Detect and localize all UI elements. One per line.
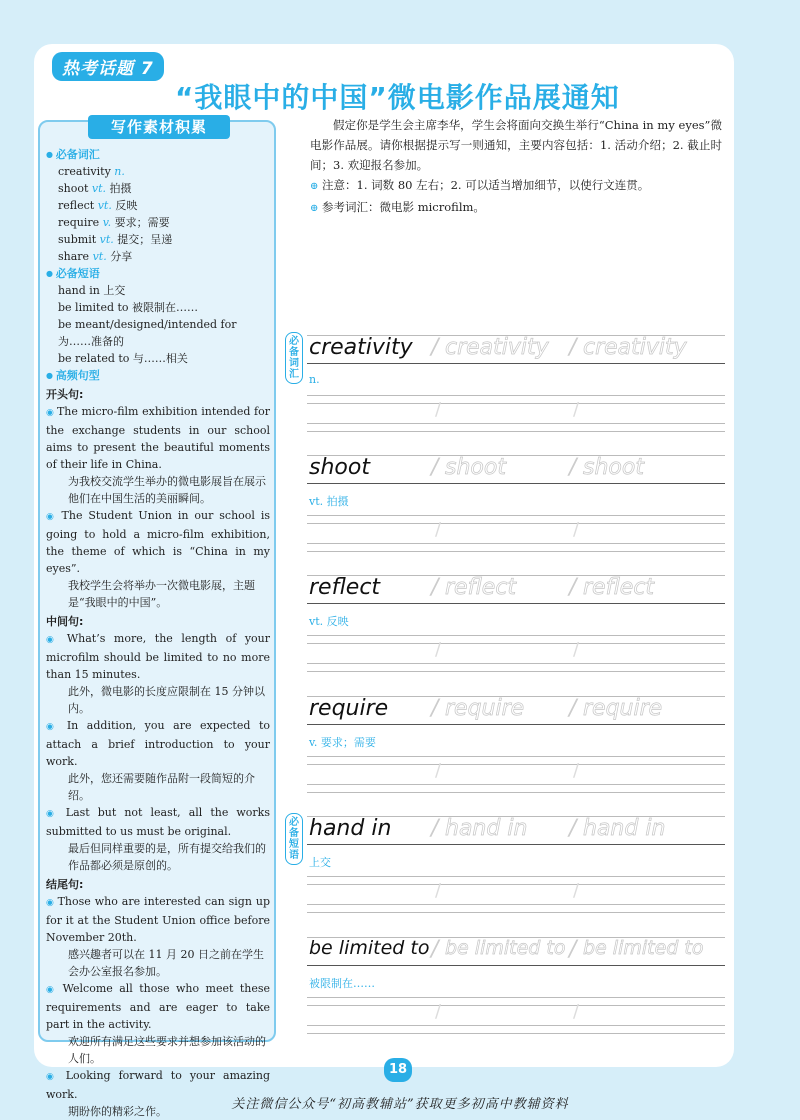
middle-sentences: [46, 630, 270, 874]
slash-mark: /: [569, 816, 577, 841]
writing-line: [307, 483, 725, 484]
practice-meaning: 上交: [309, 856, 331, 869]
tick-mark: /: [573, 519, 580, 540]
vocab-list: [46, 163, 270, 265]
opening-sentence-en: ◉ The Student Union in our school is going to hold a micro-film exhibition, the theme of which is “China in my eyes”.: [46, 507, 270, 577]
tick-mark: /: [435, 399, 442, 420]
writing-line: [307, 912, 725, 913]
tick-mark: /: [435, 639, 442, 660]
phrase-vertical-label: 必备短语: [285, 813, 303, 865]
practice-block: [307, 575, 725, 679]
sidebar-heading: 写作素材积累: [88, 115, 230, 139]
tick-mark: /: [573, 399, 580, 420]
vocab-item: [46, 180, 270, 197]
task-paragraph: 假定你是学生会主席李华，学生会将面向交换生举行“China in my eyes”微电影作品展。请你根据提示写一则通知，主要内容包括：1. 活动介绍；2. 截止时间；3. 欢迎报名参加。: [310, 118, 722, 172]
ending-sentence-en: ◉ Those who are interested can sign up for it at the Student Union office before November 20th.: [46, 893, 270, 946]
trace-word: creativity: [445, 335, 549, 360]
task-intro: [310, 115, 722, 219]
phrase-list: [46, 282, 270, 367]
vocab-meaning: 提交；呈递: [117, 233, 173, 246]
vocab-meaning: 分享: [110, 250, 133, 263]
phrase-item: be related to 与……相关: [58, 352, 188, 365]
ending-sentence-cn: 期盼你的精彩之作。: [68, 1105, 167, 1118]
vocab-pos: vt.: [91, 182, 107, 195]
trace-word: shoot: [583, 455, 644, 480]
slash-mark: /: [431, 335, 439, 360]
writing-line: [307, 884, 725, 885]
practice-meaning: v. 要求；需要: [309, 736, 376, 749]
tick-mark: /: [435, 519, 442, 540]
trace-word: require: [445, 696, 525, 721]
practice-word: creativity: [309, 335, 413, 360]
ending-sentences: [46, 893, 270, 1120]
trace-word: creativity: [583, 335, 687, 360]
middle-label: 中间句:: [46, 615, 84, 628]
middle-sentence-en: ◉ Last but not least, all the works submitted to us must be original.: [46, 804, 270, 840]
vocab-vertical-label: 必备词汇: [285, 332, 303, 384]
vocab-pos: vt.: [99, 233, 114, 246]
note-icon: ⊕: [310, 181, 319, 192]
writing-line: [307, 363, 725, 364]
writing-line: [307, 844, 725, 845]
vocab-pos: vt.: [97, 199, 112, 212]
tick-mark: /: [573, 880, 580, 901]
practice-word: be limited to: [309, 937, 430, 959]
ending-sentence-en: ◉ Welcome all those who meet these requirements and are eager to take part in the activity.: [46, 980, 270, 1033]
writing-line: [307, 876, 725, 877]
practice-block: [307, 335, 725, 439]
writing-line: [307, 515, 725, 516]
opening-sentence-cn: 为我校交流学生举办的微电影展旨在展示他们在中国生活的美丽瞬间。: [68, 475, 266, 505]
vocab-pos: vt.: [92, 250, 107, 263]
practice-meaning: vt. 拍摄: [309, 495, 349, 508]
task-ref: ⊕ 参考词汇：微电影 microfilm。: [310, 200, 485, 214]
writing-line: [307, 724, 725, 725]
sentence-section-title: ● 高频句型: [46, 367, 270, 384]
tick-mark: /: [573, 760, 580, 781]
practice-meaning: 被限制在……: [309, 977, 375, 990]
slash-mark: /: [569, 696, 577, 721]
sidebar-content: [46, 146, 270, 1120]
middle-sentence-cn: 此外，您还需要随作品附一段简短的介绍。: [68, 772, 255, 802]
phrase-item: be limited to 被限制在……: [58, 301, 199, 314]
phrase-section-title: ● 必备短语: [46, 265, 270, 282]
ending-label: 结尾句:: [46, 878, 84, 891]
footer-note: 关注微信公众号“初高教辅站”获取更多初高中教辅资料: [231, 1097, 569, 1112]
practice-block: [307, 937, 725, 1041]
opening-sentence-cn: 我校学生会将举办一次微电影展，主题是“我眼中的中国”。: [68, 579, 255, 609]
phrase-item: be meant/designed/intended for 为……准备的: [58, 318, 237, 348]
writing-line: [307, 663, 725, 664]
writing-line: [307, 1025, 725, 1026]
trace-word: be limited to: [445, 937, 566, 959]
vocab-word: share: [58, 250, 90, 263]
writing-line: [307, 792, 725, 793]
ending-sentence-en: ◉ Looking forward to your amazing work.: [46, 1067, 270, 1103]
vocab-section-title: ● 必备词汇: [46, 146, 270, 163]
slash-mark: /: [569, 455, 577, 480]
vocab-pos: v.: [102, 216, 112, 229]
practice-word: shoot: [309, 455, 370, 480]
trace-word: require: [583, 696, 663, 721]
writing-line: [307, 764, 725, 765]
slash-mark: /: [569, 575, 577, 600]
writing-line: [307, 403, 725, 404]
writing-line: [307, 756, 725, 757]
practice-word: reflect: [309, 575, 381, 600]
tick-mark: /: [573, 639, 580, 660]
slash-mark: /: [569, 937, 577, 962]
practice-word: hand in: [309, 816, 392, 841]
tick-mark: /: [435, 880, 442, 901]
slash-mark: /: [431, 816, 439, 841]
trace-word: reflect: [583, 575, 655, 600]
middle-sentence-cn: 此外，微电影的长度应限制在 15 分钟以内。: [68, 685, 265, 715]
vocab-pos: n.: [114, 165, 125, 178]
writing-line: [307, 1033, 725, 1034]
trace-word: shoot: [445, 455, 506, 480]
writing-line: [307, 523, 725, 524]
topic-tag: 热考话题 7: [52, 52, 164, 81]
vocab-word: submit: [58, 233, 97, 246]
writing-line: [307, 395, 725, 396]
vocab-meaning: 拍摄: [109, 182, 132, 195]
opening-sentences: [46, 403, 270, 611]
ending-sentence-cn: 欢迎所有满足这些要求并想参加该活动的人们。: [68, 1035, 266, 1065]
trace-word: be limited to: [583, 937, 704, 959]
writing-line: [307, 635, 725, 636]
writing-line: [307, 904, 725, 905]
writing-line: [307, 1005, 725, 1006]
vocab-item: [46, 248, 270, 265]
ending-sentence-cn: 感兴趣者可以在 11 月 20 日之前在学生会办公室报名参加。: [68, 948, 264, 978]
slash-mark: /: [431, 575, 439, 600]
writing-line: [307, 965, 725, 966]
slash-mark: /: [431, 696, 439, 721]
vocab-word: shoot: [58, 182, 89, 195]
vocab-word: reflect: [58, 199, 95, 212]
trace-word: hand in: [583, 816, 666, 841]
vocab-item: [46, 163, 270, 180]
writing-line: [307, 671, 725, 672]
ref-icon: ⊕: [310, 203, 319, 214]
writing-line: [307, 643, 725, 644]
slash-mark: /: [431, 937, 439, 962]
writing-line: [307, 603, 725, 604]
vocab-meaning: 要求；需要: [114, 216, 170, 229]
tick-mark: /: [435, 760, 442, 781]
vocab-word: require: [58, 216, 100, 229]
slash-mark: /: [431, 455, 439, 480]
slash-mark: /: [569, 335, 577, 360]
phrase-item: hand in 上交: [58, 284, 126, 297]
writing-line: [307, 431, 725, 432]
practice-block: [307, 696, 725, 800]
practice-block: [307, 816, 725, 920]
writing-line: [307, 997, 725, 998]
tick-mark: /: [573, 1001, 580, 1022]
writing-line: [307, 551, 725, 552]
vocab-word: creativity: [58, 165, 111, 178]
practice-meaning: vt. 反映: [309, 615, 349, 628]
task-note: ⊕ 注意：1. 词数 80 左右；2. 可以适当增加细节，以使行文连贯。: [310, 178, 650, 192]
opening-label: 开头句:: [46, 388, 84, 401]
page-title: “我眼中的中国”微电影作品展通知: [175, 81, 620, 114]
writing-line: [307, 423, 725, 424]
practice-word: require: [309, 696, 389, 721]
middle-sentence-en: ◉ In addition, you are expected to attach a brief introduction to your work.: [46, 717, 270, 770]
practice-block: [307, 455, 725, 559]
middle-sentence-en: ◉ What’s more, the length of your microfilm should be limited to no more than 15 minutes.: [46, 630, 270, 683]
tick-mark: /: [435, 1001, 442, 1022]
writing-line: [307, 784, 725, 785]
middle-sentence-cn: 最后但同样重要的是，所有提交给我们的作品都必须是原创的。: [68, 842, 266, 872]
vocab-item: [46, 197, 270, 214]
practice-meaning: n.: [309, 373, 320, 386]
vocab-item: [46, 231, 270, 248]
vocab-meaning: 反映: [115, 199, 138, 212]
opening-sentence-en: ◉ The micro-film exhibition intended for the exchange students in our school aims to present the beautiful moments of their life in China.: [46, 403, 270, 473]
page-number: 18: [384, 1058, 412, 1082]
trace-word: hand in: [445, 816, 528, 841]
trace-word: reflect: [445, 575, 517, 600]
writing-line: [307, 543, 725, 544]
vocab-item: [46, 214, 270, 231]
